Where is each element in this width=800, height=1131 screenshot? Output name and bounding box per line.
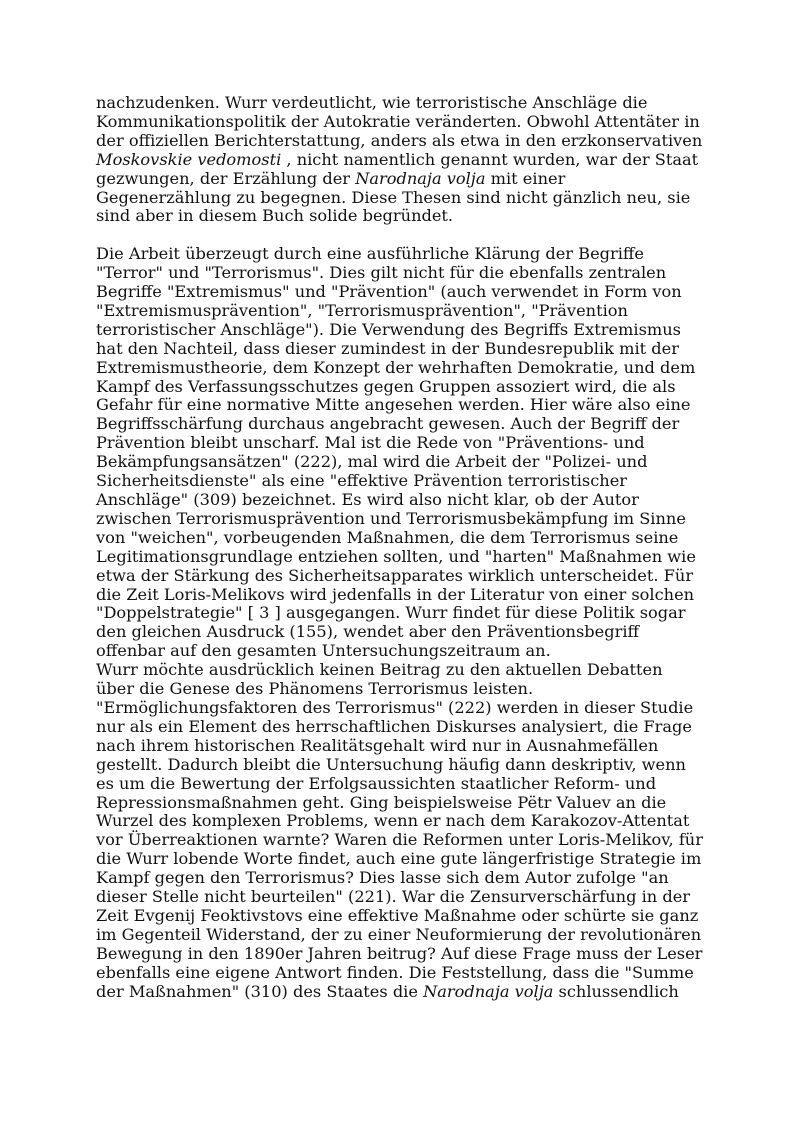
text-line xyxy=(96,151,736,170)
text-line: Legitimationsgrundlage entziehen sollten, und "harten" Maßnahmen wie xyxy=(96,546,696,566)
newspaper-title: Moskovskie vedomosti xyxy=(96,149,282,169)
text-line: Extremismustheorie, dem Konzept der wehrhaften Demokratie, und dem xyxy=(96,357,696,377)
text-line: ebenfalls eine eigene Antwort finden. Die Feststellung, dass die "Summe xyxy=(96,962,694,982)
text-line: Die Arbeit überzeugt durch eine ausführliche Klärung der Begriffe xyxy=(96,244,645,264)
text-line: die Zeit Loris-Melikovs wird jedenfalls in der Literatur von einer solchen xyxy=(96,584,695,604)
text-line xyxy=(96,170,736,189)
text-line: von "weichen", vorbeugenden Maßnahmen, die dem Terrorismus seine xyxy=(96,527,679,547)
text-line: "Doppelstrategie" [ 3 ] ausgegangen. Wurr findet für diese Politik sogar xyxy=(96,603,686,623)
text-line: Wurzel des komplexen Problems, wenn er nach dem Karakozov-Attentat xyxy=(96,811,690,831)
text-span: , nicht namentlich genannt wurden, war der Staat xyxy=(281,149,699,169)
text-line: Gefahr für eine normative Mitte angesehen werden. Hier wäre also eine xyxy=(96,395,691,415)
text-line: Begriffe "Extremismus" und "Prävention" (auch verwendet in Form von xyxy=(96,282,682,302)
text-line: Kampf gegen den Terrorismus? Dies lasse sich dem Autor zufolge "an xyxy=(96,868,669,888)
organization-name: Narodnaja volja xyxy=(423,981,554,1001)
text-line: Anschläge" (309) bezeichnet. Es wird also nicht klar, ob der Autor xyxy=(96,490,639,510)
paragraph-gap xyxy=(96,226,736,245)
paragraph-2 xyxy=(96,245,736,661)
text-line: hat den Nachteil, dass dieser zumindest in der Bundesrepublik mit der xyxy=(96,338,679,358)
text-line: nur als ein Element des herrschaftlichen Diskurses analysiert, die Frage xyxy=(96,716,692,736)
text-line: etwa der Stärkung des Sicherheitsapparates wirklich unterscheidet. Für xyxy=(96,565,694,585)
text-line: offenbar auf den gesamten Untersuchungszeitraum an. xyxy=(96,641,551,661)
text-line xyxy=(96,983,736,1002)
paragraph-1 xyxy=(96,94,736,226)
text-line: zwischen Terrorismusprävention und Terrorismusbekämpfung im Sinne xyxy=(96,508,686,528)
text-line: Gegenerzählung zu begegnen. Diese Thesen sind nicht gänzlich neu, sie xyxy=(96,187,691,207)
text-line: "Extremismusprävention", "Terrorismusprävention", "Prävention xyxy=(96,300,628,320)
text-span: mit einer xyxy=(485,168,566,188)
text-line: nach ihrem historischen Realitätsgehalt wird nur in Ausnahmefällen xyxy=(96,735,659,755)
text-line: "Terror" und "Terrorismus". Dies gilt nicht für die ebenfalls zentralen xyxy=(96,263,667,283)
text-line: terroristischer Anschläge"). Die Verwendung des Begriffs Extremismus xyxy=(96,319,681,339)
organization-name: Narodnaja volja xyxy=(355,168,486,188)
text-line: Kommunikationspolitik der Autokratie veränderten. Obwohl Attentäter in xyxy=(96,111,700,131)
text-line: "Ermöglichungsfaktoren des Terrorismus" (222) werden in dieser Studie xyxy=(96,697,694,717)
text-line: über die Genese des Phänomens Terrorismus leisten. xyxy=(96,679,534,699)
text-line: Zeit Evgenij Feoktivstovs eine effektive Maßnahme oder schürte sie ganz xyxy=(96,905,699,925)
text-line: sind aber in diesem Buch solide begründet. xyxy=(96,206,454,226)
text-line: es um die Bewertung der Erfolgsaussichten staatlicher Reform- und xyxy=(96,773,657,793)
text-line: Sicherheitsdienste" als eine "effektive Prävention terroristischer xyxy=(96,471,628,491)
text-line: Begriffsschärfung durchaus angebracht gewesen. Auch der Begriff der xyxy=(96,414,680,434)
text-line: Kampf des Verfassungsschutzes gegen Gruppen assoziert wird, die als xyxy=(96,376,676,396)
text-line: Bekämpfungsansätzen" (222), mal wird die Arbeit der "Polizei- und xyxy=(96,452,648,472)
text-line: Prävention bleibt unscharf. Mal ist die Rede von "Präventions- und xyxy=(96,433,645,453)
text-span: gezwungen, der Erzählung der xyxy=(96,168,356,188)
text-line: Wurr möchte ausdrücklich keinen Beitrag zu den aktuellen Debatten xyxy=(96,660,663,680)
text-line: vor Überreaktionen warnte? Waren die Reformen unter Loris-Melikov, für xyxy=(96,830,703,850)
paragraph-3 xyxy=(96,661,736,1001)
text-line: den gleichen Ausdruck (155), wendet aber den Präventionsbegriff xyxy=(96,622,639,642)
text-line: der offiziellen Berichterstattung, anders als etwa in den erzkonservativen xyxy=(96,130,703,150)
text-span: schlussendlich xyxy=(553,981,679,1001)
text-line: im Gegenteil Widerstand, der zu einer Neuformierung der revolutionären xyxy=(96,924,702,944)
document-body xyxy=(96,94,736,1001)
text-line: gestellt. Dadurch bleibt die Untersuchung häufig dann deskriptiv, wenn xyxy=(96,754,686,774)
text-line: dieser Stelle nicht beurteilen" (221). War die Zensurverschärfung in der xyxy=(96,887,691,907)
text-line: Repressionsmaßnahmen geht. Ging beispielsweise Pëtr Valuev an die xyxy=(96,792,667,812)
text-span: der Maßnahmen" (310) des Staates die xyxy=(96,981,424,1001)
text-line: nachzudenken. Wurr verdeutlicht, wie terroristische Anschläge die xyxy=(96,93,648,112)
text-line: die Wurr lobende Worte findet, auch eine gute längerfristige Strategie im xyxy=(96,849,702,869)
text-line: Bewegung in den 1890er Jahren beitrug? Auf diese Frage muss der Leser xyxy=(96,943,703,963)
